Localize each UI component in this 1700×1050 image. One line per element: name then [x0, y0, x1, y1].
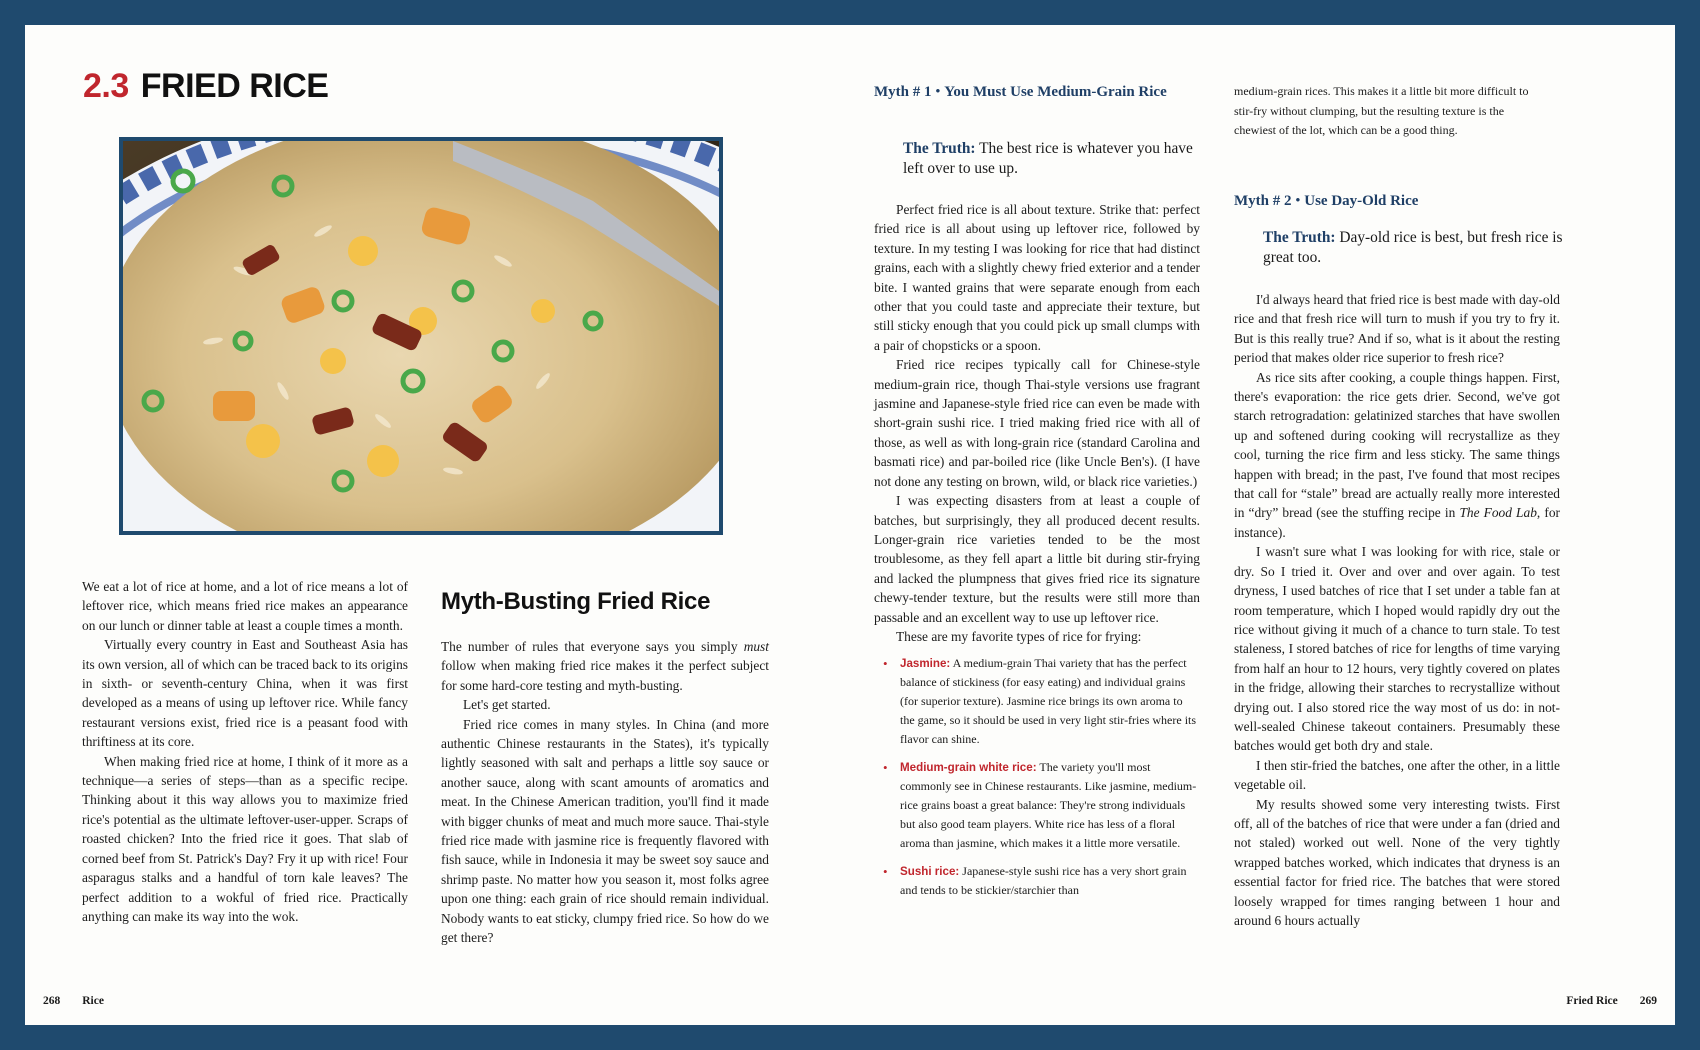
paragraph	[1234, 368, 1560, 543]
truth-1	[903, 139, 1203, 179]
text-run: , for instance).	[1234, 505, 1561, 540]
emphasis: must	[743, 639, 769, 654]
section-title-text: FRIED RICE	[140, 67, 329, 105]
book-spread	[25, 25, 1675, 1025]
list-item	[900, 654, 1200, 749]
myth-busting-heading: Myth-Busting Fried Rice	[441, 588, 711, 615]
paragraph: Virtually every country in East and Southeast Asia has its own version, all of which can be traced back to its origins in sixth- or seventh-century China, when it was first developed as a means of using up leftover rice. While fancy restaurant versions exist, fried rice is a peasant food with thriftiness at its core.	[82, 637, 408, 750]
myth-label: Myth # 2	[1234, 193, 1292, 209]
bullet-text: Japanese-style sushi rice has a very short grain and tends to be stickier/starchier than	[900, 864, 1187, 898]
list-item	[900, 758, 1200, 853]
paragraph: These are my favorite types of rice for frying:	[896, 628, 1142, 644]
paragraph: Fried rice comes in many styles. In China (and more authentic Chinese restaurants in the States), it's typically lightly seasoned with salt and perhaps a little soy sauce or another sauce, along with scant amounts of aromatics and meat. In the Chinese American tradition, you'll find it made with bigger chunks of meat and much more sauce. Thai-style fried rice made with jasmine rice is frequently flavored with fish sauce, while in Indonesia it may be sweet soy sauce and shrimp paste. No matter how you season it, most folks agree upon one thing: each grain of rice should remain individual. Nobody wants to eat sticky, clumpy fried rice. So how do we get there?	[441, 716, 769, 946]
paragraph: I was expecting disasters from at least a couple of batches, but surprisingly, they all produced decent results. Longer-grain rice varieties tended to be the most troublesome, as they fell apart a little bit during stir-frying and lacked the plumpness that gives fried rice its signature chewy-tender texture, but the results were still more than passable and an excellent way to use up leftover rice.	[874, 493, 1200, 625]
running-head: Fried Rice	[1566, 995, 1618, 1007]
running-head: Rice	[82, 995, 104, 1007]
fried-rice-photo	[119, 137, 723, 535]
text-run: follow when making fried rice makes it the perfect subject for some hard-core testing and myth-busting.	[441, 658, 769, 693]
section-title	[83, 67, 328, 106]
text-run: As rice sits after cooking, a couple things happen. First, there's evaporation: the rice gets drier. Second, we've got starch retrogradation: gelatinized starches that have swollen up and softened during cooking will recrystallize as they cool, turning the rice firm and less sticky. The same things happen with bread; in the past, I've found that most recipes that call for “stale” bread are actually really more interested in “dry” bread (see the stuffing recipe in	[1234, 369, 1560, 521]
page-number: 268	[43, 995, 61, 1007]
bullet-term: Jasmine:	[900, 657, 951, 671]
left-folio	[43, 995, 104, 1007]
truth-2	[1263, 228, 1569, 268]
rice-types-list	[874, 654, 1200, 900]
intro-column	[82, 577, 408, 926]
myth-text: Use Day-Old Rice	[1304, 193, 1419, 209]
left-page	[25, 25, 850, 1025]
myth-2-column	[1234, 290, 1560, 930]
myth-1-heading	[874, 82, 1174, 102]
page-number: 269	[1639, 995, 1657, 1007]
sushi-rice-continued: medium-grain rices. This makes it a little bit more difficult to stir-fry without clumping, but the resulting texture is the chewiest of the lot, which can be a good thing.	[1234, 84, 1529, 137]
paragraph: Perfect fried rice is all about texture. Strike that: perfect fried rice is all about using up leftover rice, followed by texture. In my testing I was looking for rice that had distinct grains, each with a slightly chewy fried exterior and a tender bite. I wanted grains that were separate enough from each other that you could taste and appreciate their texture, but still sticky enough that you could pick up small clumps with a pair of chopsticks or a spoon.	[874, 202, 1200, 353]
myth-separator: •	[1291, 193, 1305, 209]
book-title: The Food Lab	[1459, 505, 1537, 521]
paragraph: I wasn't sure what I was looking for with rice, stale or dry. So I tried it. Over and over and over again. To test dryness, I used batches of rice that I set under a table fan at room temperature, which I hoped would rapidly dry out the rice without giving it much of a chance to turn stale. To test staleness, I stored batches of rice for lengths of time varying from half an hour to 12 hours, very tightly covered on plates in the fridge, allowing their starches to recrystallize without drying out. I also stored rice the way most of us do: in not-well-sealed Chinese takeout containers. Presumably these batches would get both dry and stale.	[1234, 544, 1560, 754]
truth-label: The Truth:	[903, 140, 976, 157]
bullet-text: A medium-grain Thai variety that has the perfect balance of stickiness (for easy eating) and individual grains (for superior texture). Jasmine rice brings its own aroma to the game, so it should be used in very light stir-fries where its flavor can shine.	[900, 656, 1197, 747]
list-item	[900, 862, 1200, 900]
fried-rice-illustration	[123, 141, 719, 531]
truth-text: The best rice is whatever you have left over to use up.	[903, 140, 1193, 177]
paragraph: We eat a lot of rice at home, and a lot of rice means a lot of leftover rice, which means fried rice makes an appearance on our lunch or dinner table at least a couple times a month.	[82, 579, 408, 633]
right-folio	[1566, 995, 1657, 1007]
paragraph: Fried rice recipes typically call for Chinese-style medium-grain rice, though Thai-style versions use fragrant jasmine and Japanese-style fried rice can even be made with short-grain sushi rice. I tried making fried rice with all of those, as well as with long-grain rice (standard Carolina and basmati rice) and par-boiled rice (like Uncle Ben's). (I have not done any testing on brown, wild, or black rice varieties.)	[874, 357, 1200, 489]
bullet-term: Sushi rice:	[900, 865, 960, 879]
bullet-term: Medium-grain white rice:	[900, 761, 1037, 775]
myth-separator: •	[931, 84, 945, 100]
right-page	[850, 25, 1675, 1025]
truth-label: The Truth:	[1263, 229, 1336, 246]
myth-text: You Must Use Medium-Grain Rice	[944, 84, 1167, 100]
myth-2-heading	[1234, 191, 1564, 211]
myth-1-column	[874, 200, 1200, 909]
section-number: 2.3	[83, 67, 129, 105]
paragraph: Let's get started.	[463, 697, 551, 713]
paragraph: My results showed some very interesting twists. First off, all of the batches of rice that were under a fan (dried and not staled) worked out well. None of the very tightly wrapped batches worked, which indicates that dryness is an essential factor for fried rice. The batches that were stored loosely wrapped for times ranging between 1 hour and around 6 hours actually	[1234, 796, 1560, 928]
truth-text: Day-old rice is best, but fresh rice is great too.	[1263, 229, 1563, 266]
bullet-text: The variety you'll most commonly see in Chinese restaurants. Like jasmine, medium-rice grains boast a great balance: They're strong individuals but also good team players. White rice has less of a floral aroma than jasmine, which makes it a little more versatile.	[900, 760, 1197, 851]
paragraph: When making fried rice at home, I think of it more as a technique—a series of steps—than as a specific recipe. Thinking about it this way allows you to maximize fried rice's potential as the ultimate leftover-user-upper. Scraps of roasted chicken? Into the fried rice it goes. That slab of corned beef from St. Patrick's Day? Fry it up with rice! Four asparagus stalks and a handful of torn kale leaves? The perfect addition to a wokful of fried rice. Practically anything can make its way into the wok.	[82, 753, 408, 924]
paragraph	[441, 637, 769, 695]
myth-label: Myth # 1	[874, 84, 932, 100]
myth-busting-column	[441, 637, 769, 948]
paragraph: I'd always heard that fried rice is best made with day-old rice and that fresh rice will turn to mush if you try to fry it. But is this really true? And if so, what is it about the resting period that makes older rice superior to fresh rice?	[1234, 292, 1560, 366]
paragraph: I then stir-fried the batches, one after the other, in a little vegetable oil.	[1234, 757, 1560, 793]
text-run: The number of rules that everyone says you simply	[441, 639, 744, 654]
